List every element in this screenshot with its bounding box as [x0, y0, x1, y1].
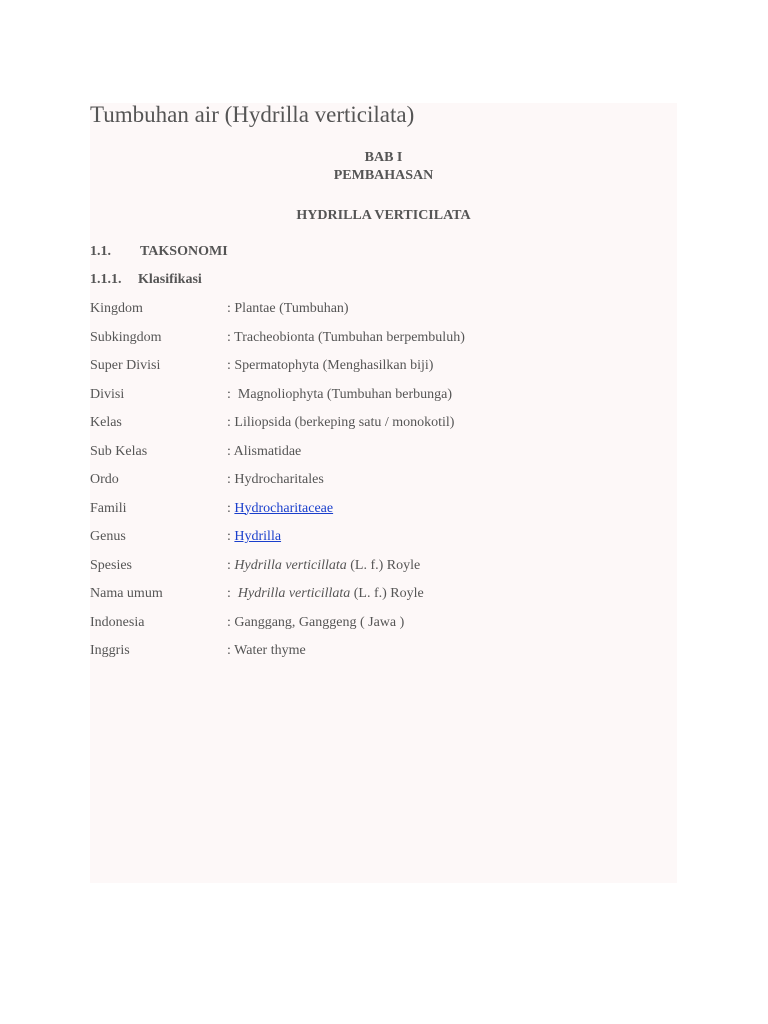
colon-separator: : — [227, 500, 235, 516]
scientific-name: Hydrilla verticillata — [237, 586, 351, 601]
classification-text: Spermatophyta (Menghasilkan biji) — [234, 358, 434, 373]
colon-separator: : — [227, 557, 235, 573]
author-citation: (L. f.) Royle — [346, 557, 421, 573]
classification-value — [227, 330, 465, 346]
classification-label: Sub Kelas — [90, 443, 148, 459]
classification-list — [90, 301, 677, 672]
classification-label: Inggris — [90, 643, 130, 658]
taxon-link[interactable]: Hydrocharitaceae — [234, 500, 334, 516]
classification-label: Kelas — [90, 415, 122, 430]
colon-separator: : — [227, 443, 234, 459]
colon-separator: : — [227, 586, 238, 601]
taxon-link[interactable]: Hydrilla — [234, 529, 282, 544]
classification-label: Super Divisi — [90, 358, 161, 373]
chapter-heading — [90, 149, 677, 185]
colon-separator: : — [227, 529, 235, 544]
classification-label: Subkingdom — [90, 329, 162, 345]
colon-separator: : — [227, 358, 235, 373]
classification-text: Water thyme — [234, 643, 306, 658]
classification-value — [227, 301, 349, 317]
classification-label: Kingdom — [90, 301, 143, 316]
classification-row — [90, 615, 677, 644]
classification-row — [90, 387, 677, 416]
classification-text: Magnoliophyta (Tumbuhan berbunga) — [237, 386, 453, 402]
main-heading: HYDRILLA VERTICILATA — [296, 208, 471, 223]
classification-value — [227, 501, 333, 517]
colon-separator: : — [227, 329, 235, 345]
chapter-subtitle: PEMBAHASAN — [333, 168, 434, 183]
classification-label: Ordo — [90, 472, 119, 487]
colon-separator: : — [227, 386, 238, 402]
classification-label: Spesies — [90, 557, 132, 573]
colon-separator: : — [227, 472, 235, 487]
classification-row — [90, 501, 677, 530]
colon-separator: : — [227, 301, 235, 316]
classification-text: Tracheobionta (Tumbuhan berpembuluh) — [234, 329, 465, 345]
classification-value — [227, 615, 404, 631]
classification-label: Genus — [90, 529, 126, 544]
classification-text: Liliopsida (berkeping satu / monokotil) — [234, 415, 455, 430]
classification-row — [90, 529, 677, 558]
section-number: 1.1. — [90, 244, 111, 259]
classification-row — [90, 472, 677, 501]
classification-label: Indonesia — [90, 614, 145, 630]
classification-label: Divisi — [90, 386, 125, 402]
colon-separator: : — [227, 643, 235, 658]
classification-row — [90, 358, 677, 387]
classification-value — [227, 415, 454, 431]
classification-row — [90, 558, 677, 587]
classification-value — [227, 586, 424, 602]
classification-text: Hydrocharitales — [234, 472, 324, 487]
colon-separator: : — [227, 415, 235, 430]
classification-row — [90, 330, 677, 359]
chapter-number: BAB I — [364, 150, 403, 165]
classification-value — [227, 643, 306, 659]
colon-separator: : — [227, 614, 235, 630]
classification-value — [227, 444, 301, 460]
classification-value — [227, 358, 433, 374]
section-heading — [90, 244, 228, 260]
classification-value — [227, 529, 281, 545]
section-label: TAKSONOMI — [140, 244, 228, 259]
classification-label: Nama umum — [90, 586, 163, 601]
classification-value — [227, 558, 420, 574]
classification-label: Famili — [90, 500, 127, 516]
scientific-name: Hydrilla verticillata — [234, 557, 347, 573]
subsection-number: 1.1.1. — [90, 272, 122, 287]
classification-text: Plantae (Tumbuhan) — [234, 301, 349, 316]
subsection-label: Klasifikasi — [138, 272, 202, 287]
author-citation: (L. f.) Royle — [350, 586, 424, 601]
classification-row — [90, 444, 677, 473]
classification-text: Ganggang, Ganggeng ( Jawa ) — [234, 614, 405, 630]
subsection-heading — [90, 272, 202, 288]
classification-row — [90, 643, 677, 672]
classification-value — [227, 387, 452, 403]
document-title: Tumbuhan air (Hydrilla verticilata) — [90, 102, 415, 127]
classification-row — [90, 415, 677, 444]
classification-row — [90, 586, 677, 615]
classification-text: Alismatidae — [233, 443, 302, 459]
classification-row — [90, 301, 677, 330]
classification-value — [227, 472, 324, 488]
